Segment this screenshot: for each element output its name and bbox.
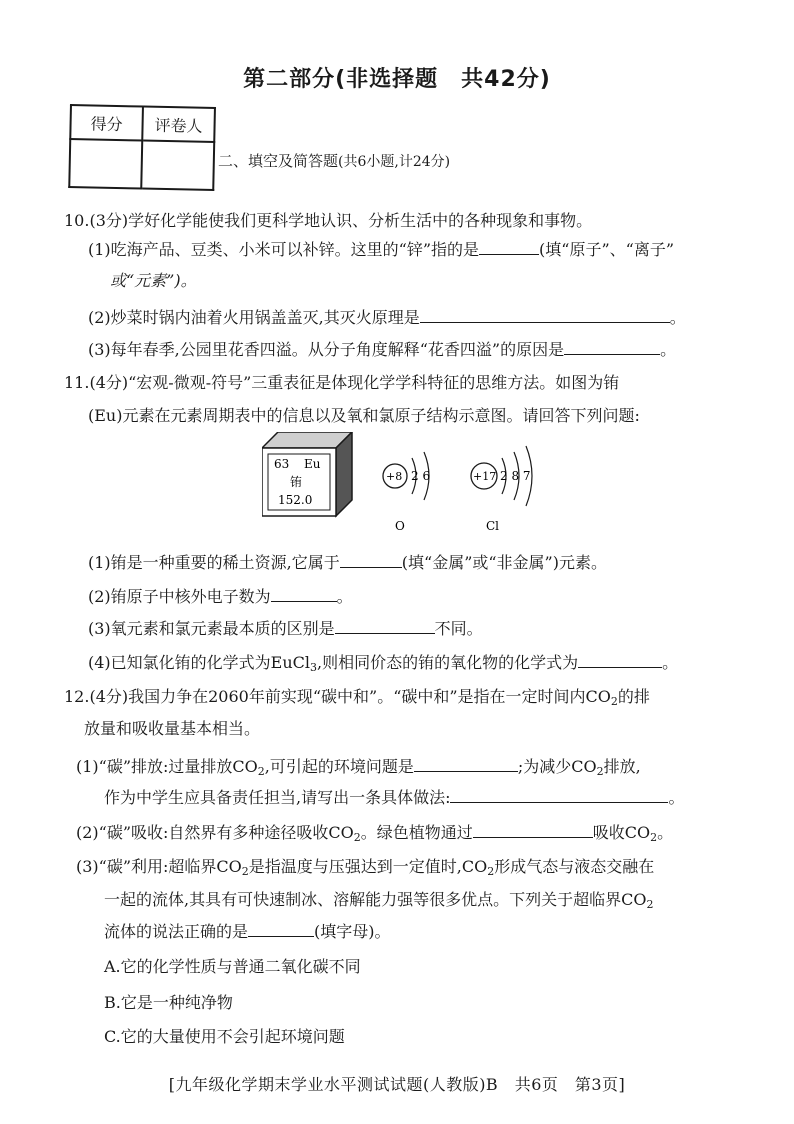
section-heading	[218, 150, 450, 171]
q12-stem1: 12.(4分)我国力争在2060年前实现“碳中和”。“碳中和”是指在一定时间内CO2的排	[64, 687, 650, 708]
section-note: (共6小题,计24分)	[338, 154, 451, 170]
section-title: 二、填空及简答题	[218, 152, 339, 170]
chlorine-nucleus: +17	[473, 470, 497, 483]
oxygen-label: O	[395, 519, 405, 532]
q10-part2: (2)炒菜时锅内油着火用锅盖盖灭,其灭火原理是 。	[88, 308, 686, 327]
q12-part3-cont2: 流体的说法正确的是 (填字母)。	[104, 922, 391, 941]
q12-blank1[interactable]	[414, 755, 518, 772]
q12-part3-cont1: 一起的流体,其具有可快速制冰、溶解能力强等很多优点。下列关于超临界CO2	[104, 890, 654, 911]
q11-blank4[interactable]	[578, 651, 662, 668]
q10-stem: 10.(3分)学好化学能使我们更科学地认识、分析生活中的各种现象和事物。	[64, 211, 593, 230]
atomic-number: 63	[274, 457, 290, 471]
grader-cell[interactable]	[141, 141, 214, 190]
q11-blank1[interactable]	[340, 551, 402, 568]
atom-structure-figure	[262, 432, 562, 532]
page-footer: [九年级化学期末学业水平测试试题(人教版)B 共6页 第3页]	[168, 1075, 626, 1094]
element-box	[262, 432, 352, 516]
q12-stem2: 放量和吸收量基本相当。	[84, 719, 261, 738]
q12-blank2[interactable]	[450, 786, 668, 803]
q12-blank3[interactable]	[473, 821, 593, 838]
chlorine-label: Cl	[486, 519, 500, 532]
q12-option-b[interactable]: B.它是一种纯净物	[104, 993, 233, 1012]
q11-part3: (3)氧元素和氯元素最本质的区别是 不同。	[88, 619, 483, 638]
q11-blank2[interactable]	[271, 585, 337, 602]
score-header: 得分	[70, 105, 143, 141]
q10-blank3[interactable]	[564, 338, 660, 355]
q11-stem1: 11.(4分)“宏观-微观-符号”三重表征是体现化学学科特征的思维方法。如图为铕	[64, 373, 620, 392]
q10-blank2[interactable]	[420, 306, 670, 323]
q11-part4: (4)已知氯化铕的化学式为EuCl3,则相同价态的铕的氧化物的化学式为 。	[88, 653, 679, 674]
q12-part3: (3)“碳”利用:超临界CO2是指温度与压强达到一定值时,CO2形成气态与液态交融在	[76, 857, 655, 878]
score-table	[68, 104, 216, 191]
element-symbol: Eu	[304, 457, 321, 471]
q10-part1-cont: 或“元素”)。	[110, 271, 197, 290]
q10-part3: (3)每年春季,公园里花香四溢。从分子角度解释“花香四溢”的原因是 。	[88, 340, 677, 359]
q11-stem2: (Eu)元素在元素周期表中的信息以及氧和氯原子结构示意图。请回答下列问题:	[88, 406, 640, 425]
element-name: 铕	[290, 475, 303, 489]
oxygen-shells: 2 6	[411, 469, 431, 483]
oxygen-nucleus: +8	[386, 470, 403, 483]
oxygen-atom-diagram	[383, 452, 430, 532]
score-cell[interactable]	[69, 139, 142, 188]
q12-option-c[interactable]: C.它的大量使用不会引起环境问题	[104, 1027, 345, 1046]
q12-part2: (2)“碳”吸收:自然界有多种途径吸收CO2。绿色植物通过 吸收CO2。	[76, 823, 674, 844]
chlorine-atom-diagram	[471, 446, 532, 532]
q12-blank4[interactable]	[248, 920, 314, 937]
q10-blank1[interactable]	[479, 238, 539, 255]
q11-blank3[interactable]	[335, 617, 435, 634]
atomic-mass: 152.0	[278, 493, 313, 507]
q11-part2: (2)铕原子中核外电子数为 。	[88, 587, 353, 606]
page-title: 第二部分(非选择题 共42分)	[243, 67, 551, 92]
q12-option-a[interactable]: A.它的化学性质与普通二氧化碳不同	[104, 957, 361, 976]
grader-header: 评卷人	[142, 107, 215, 143]
q12-part1: (1)“碳”排放:过量排放CO2,可引起的环境问题是 ;为减少CO2排放,	[76, 757, 641, 778]
q10-part1: (1)吃海产品、豆类、小米可以补锌。这里的“锌”指的是 (填“原子”、“离子”	[88, 240, 674, 259]
q12-part1-cont: 作为中学生应具备责任担当,请写出一条具体做法: 。	[104, 788, 685, 807]
q11-part1: (1)铕是一种重要的稀土资源,它属于 (填“金属”或“非金属”)元素。	[88, 553, 607, 572]
chlorine-shells: 2 8 7	[500, 469, 531, 483]
